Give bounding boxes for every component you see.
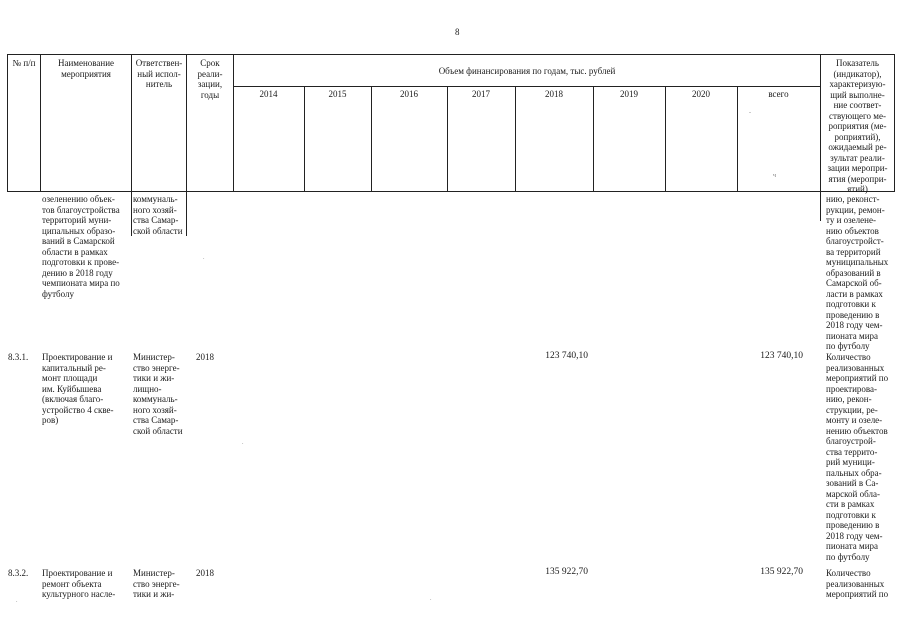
year-2014: 2014 xyxy=(259,89,278,99)
row-responsible: Министер- ство энерге- тики и жи- лищно- коммуналь- ного хозяй- ства Самар- ской области xyxy=(133,352,183,436)
year-2016: 2016 xyxy=(400,89,418,99)
year-2018: 2018 xyxy=(545,89,563,99)
header-indicator: Показатель (индикатор), характеризую- щий выполне- ние соответ- ствующего ме- роприятия (ме- роприятий), ожидаемый ре- зультат реали- зации меропри- ятия (меропри- ятий) xyxy=(827,58,888,194)
row-total-value: 135 922,70 xyxy=(760,567,803,577)
row-indicator: нию, реконст- рукции, ремон- ту и озелене- нию объектов благоустройст- ва территорий муниципальных образований в Самарской об- ласти в рамках подготовки к проведению в 2018 году чем- пионата мира по футболу xyxy=(826,194,889,351)
row-2018-value: 123 740,10 xyxy=(545,351,588,361)
row-name: Проектирование и капитальный ре- монт площади им. Куйбышева (включая благо- устройство 4 скве- ров) xyxy=(42,352,114,425)
row-2018-value: 135 922,70 xyxy=(545,567,588,577)
row-name: озеленению объек- тов благоустройства территорий муни- ципальных образо- ваний в Самарской области в рамках подготовки к прове- дению в 2018 году чемпионата мира по футболу xyxy=(42,194,120,299)
header-term: Срок реали- зации, годы xyxy=(197,58,223,100)
header-responsible: Ответствен- ный испол- нитель xyxy=(135,58,183,89)
year-2020: 2020 xyxy=(692,89,710,99)
year-2015: 2015 xyxy=(328,89,347,99)
row-name: Проектирование и ремонт объекта культурного насле- xyxy=(42,568,116,599)
header-funding: Объем финансирования по годам, тыс. рублей xyxy=(438,66,616,76)
row-indicator: Количество реализованных мероприятий по проектирова- нию, рекон- струкции, ре- монту и озеле- нению объектов благоустрой- ства террито- рий муници- пальных обра- зований в Са- марской обла- сти в рамках подготовки к проведению в 2018 году чем- пионата мира по футболу xyxy=(826,352,889,562)
year-2017: 2017 xyxy=(472,89,490,99)
header-name: Наименование мероприятия xyxy=(57,58,115,79)
row-number: 8.3.2. xyxy=(8,568,29,578)
row-indicator: Количество реализованных мероприятий по xyxy=(826,568,889,599)
year-total: всего xyxy=(768,89,789,99)
row-responsible: коммуналь- ного хозяй- ства Самар- ской области xyxy=(133,194,183,236)
year-2019: 2019 xyxy=(620,89,638,99)
row-number: 8.3.1. xyxy=(8,352,29,362)
row-term: 2018 xyxy=(196,352,214,362)
header-num: № п/п xyxy=(12,58,36,68)
row-total-value: 123 740,10 xyxy=(760,351,803,361)
row-responsible: Министер- ство энерге- тики и жи- xyxy=(133,568,180,599)
page-number: 8 xyxy=(455,27,460,37)
row-term: 2018 xyxy=(196,568,214,578)
